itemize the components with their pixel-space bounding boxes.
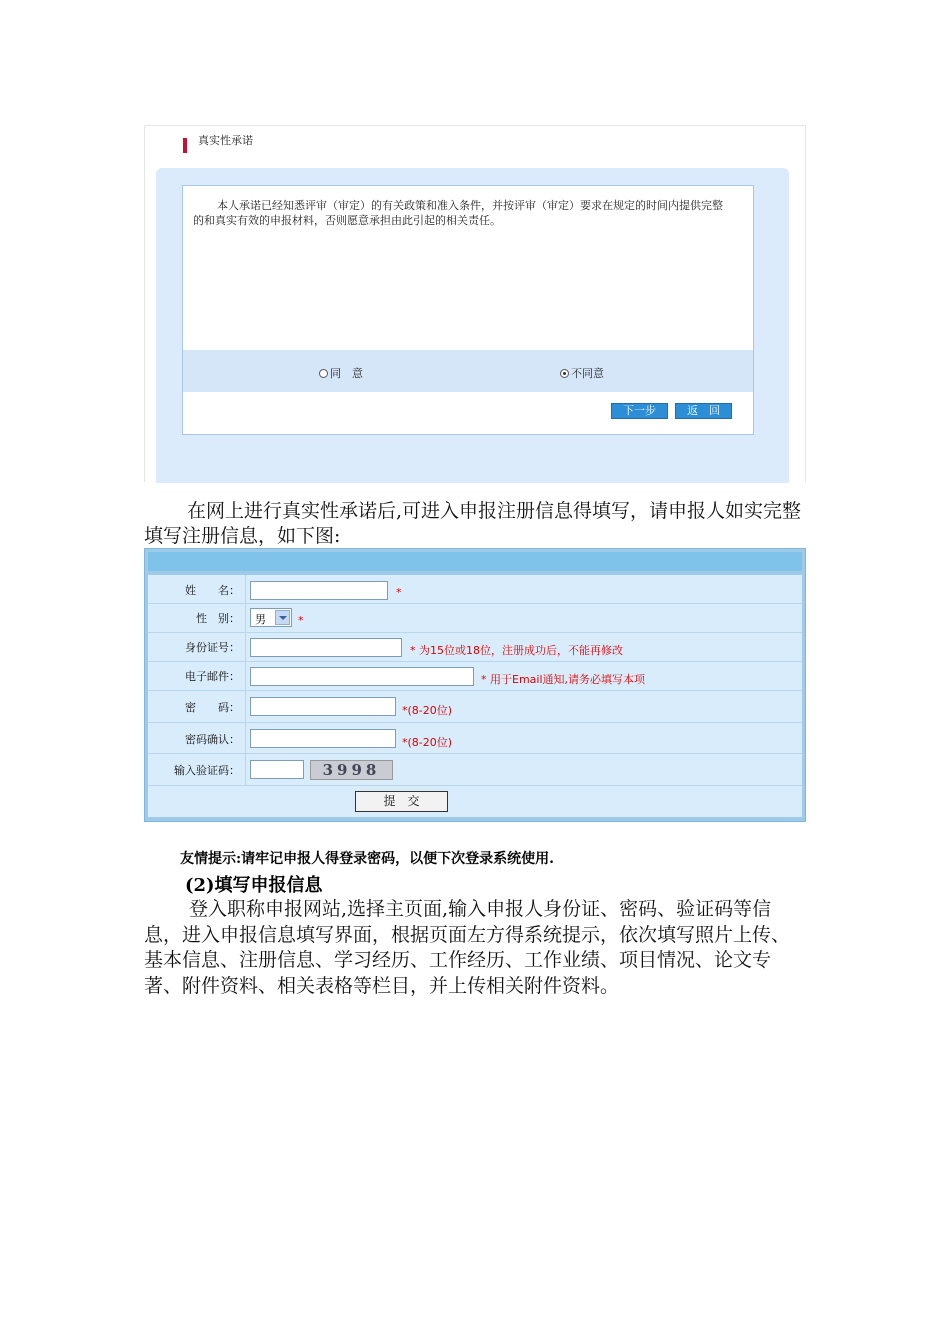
agree-radio[interactable] bbox=[319, 369, 328, 378]
captcha-image[interactable]: 3998 bbox=[310, 760, 393, 780]
submit-button[interactable]: 提 交 bbox=[355, 791, 448, 812]
section-title: 真实性承诺 bbox=[198, 134, 253, 147]
email-input[interactable] bbox=[250, 667, 474, 686]
commitment-screenshot bbox=[144, 125, 806, 482]
form-header-bar bbox=[148, 552, 802, 571]
confirm-password-note: *(8-20位) bbox=[402, 736, 453, 749]
gender-select[interactable] bbox=[250, 608, 292, 627]
register-screenshot bbox=[144, 548, 806, 822]
captcha-row bbox=[148, 754, 802, 786]
gender-label: 性 别： bbox=[196, 612, 240, 625]
intro-paragraph: 在网上进行真实性承诺后,可进入申报注册信息得填写，请申报人如实完整填写注册信息，如下图: bbox=[144, 500, 802, 547]
friendly-tip: 友情提示:请牢记申报人得登录密码，以便下次登录系统使用. bbox=[180, 851, 555, 867]
confirm-password-row bbox=[148, 723, 802, 754]
id-number-row bbox=[148, 633, 802, 662]
agree-option[interactable] bbox=[319, 365, 363, 381]
commitment-box bbox=[182, 185, 754, 435]
password-note: *(8-20位) bbox=[402, 704, 453, 717]
email-row bbox=[148, 662, 802, 691]
next-step-button[interactable]: 下一步 bbox=[611, 403, 668, 419]
confirm-password-input[interactable] bbox=[250, 729, 396, 748]
name-required: * bbox=[396, 586, 402, 599]
agree-label: 同 意 bbox=[330, 367, 363, 380]
name-label: 姓 名： bbox=[185, 584, 240, 597]
captcha-label: 输入验证码： bbox=[174, 764, 240, 777]
password-label: 密 码： bbox=[185, 701, 240, 714]
password-input[interactable] bbox=[250, 697, 396, 716]
name-row bbox=[148, 575, 802, 604]
confirm-password-label: 密码确认： bbox=[185, 733, 240, 746]
id-number-note: * 为15位或18位，注册成功后，不能再修改 bbox=[410, 644, 623, 657]
disagree-option[interactable] bbox=[560, 365, 604, 381]
chevron-down-icon[interactable] bbox=[275, 610, 290, 625]
section-heading: (2)填写申报信息 bbox=[185, 875, 323, 896]
name-input[interactable] bbox=[250, 581, 388, 600]
register-form bbox=[148, 575, 802, 817]
back-button[interactable]: 返 回 bbox=[675, 403, 732, 419]
password-row bbox=[148, 691, 802, 723]
captcha-input[interactable] bbox=[250, 760, 304, 779]
id-number-label: 身份证号： bbox=[185, 641, 240, 654]
id-number-input[interactable] bbox=[250, 638, 402, 657]
instructions-paragraph: 登入职称申报网站,选择主页面,输入申报人身份证、密码、验证码等信息，进入申报信息填写界面，根据页面左方得系统提示，依次填写照片上传、基本信息、注册信息、学习经历、工作经历、工作业绩、项目情况、论文专著、附件资料、相关表格等栏目，并上传相关附件资料。 bbox=[144, 898, 791, 997]
email-note: * 用于Email通知,请务必填写本项 bbox=[481, 673, 646, 686]
disagree-radio[interactable] bbox=[560, 369, 569, 378]
gender-required: * bbox=[298, 614, 304, 627]
email-label: 电子邮件： bbox=[185, 670, 240, 683]
disagree-label: 不同意 bbox=[571, 367, 604, 380]
gender-row bbox=[148, 604, 802, 633]
section-marker bbox=[183, 138, 187, 153]
commitment-terms: 本人承诺已经知悉评审（审定）的有关政策和准入条件，并按评审（审定）要求在规定的时间内提供完整的和真实有效的申报材料，否则愿意承担由此引起的相关责任。 bbox=[193, 199, 723, 227]
gender-value: 男 bbox=[255, 613, 266, 626]
choice-bar bbox=[183, 350, 753, 392]
